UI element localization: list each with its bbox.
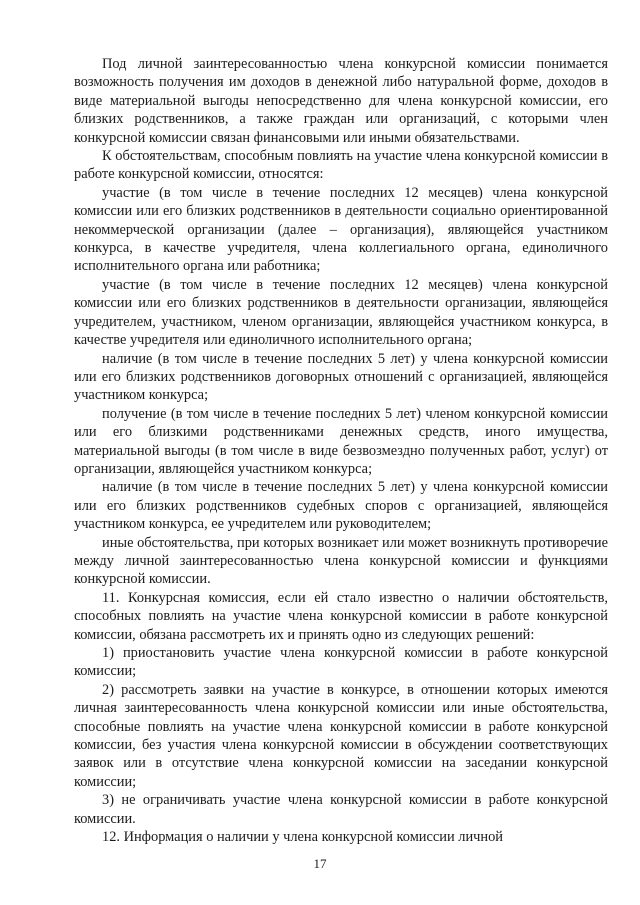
paragraph-other-circumstances: иные обстоятельства, при которых возникает или может возникнуть противоречие между личной заинтересованностью члена конкурсной комиссии и функциями конкурсной комиссии. bbox=[74, 534, 608, 588]
paragraph-section-12: 12. Информация о наличии у члена конкурсной комиссии личной bbox=[102, 829, 504, 846]
body-text bbox=[74, 55, 608, 846]
paragraph-decision-2: 2) рассмотреть заявки на участие в конкурсе, в отношении которых имеются личная заинтересованность члена конкурсной комиссии или иные обстоятельства, способные повлиять на участие члена конкурсной комиссии в работе конкурсной комиссии, без участия члена конкурсной комиссии в обсуждении соответствующих заявок или в отсутствие члена конкурсной комиссии на заседании конкурсной комиссии; bbox=[74, 681, 608, 790]
paragraph-decision-1: 1) приостановить участие члена конкурсной комиссии в работе конкурсной комиссии; bbox=[74, 645, 608, 680]
paragraph-circumstances-intro: К обстоятельствам, способным повлиять на участие члена конкурсной комиссии в работе конкурсной комиссии, относятся: bbox=[74, 148, 608, 183]
paragraph-contractual-relations: наличие (в том числе в течение последних 5 лет) у члена конкурсной комиссии или его близких родственников договорных отношений с организацией, являющейся участником конкурса; bbox=[74, 350, 608, 404]
paragraph-personal-interest-definition: Под личной заинтересованностью члена конкурсной комиссии понимается возможность получения им доходов в денежной либо натуральной форме, доходов в виде материальной выгоды непосредственно для члена конкурсной комиссии, его близких родственников, а также граждан или организаций, с которыми член конкурсной комиссии связан финансовыми или иными обязательствами. bbox=[74, 56, 608, 146]
page-number: 17 bbox=[313, 856, 327, 871]
paragraph-participation-in-nko: участие (в том числе в течение последних 12 месяцев) члена конкурсной комиссии или его близких родственников в деятельности социально ориентированной некоммерческой организации (далее – организация), являющейся участником конкурса, в качестве учредителя, члена коллегиального органа, единоличного исполнительного органа или работника; bbox=[74, 184, 608, 275]
paragraph-section-11: 11. Конкурсная комиссия, если ей стало известно о наличии обстоятельств, способных повлиять на участие члена конкурсной комиссии в работе конкурсной комиссии, обязана рассмотреть их и принять одно из следующих решений: bbox=[74, 589, 608, 643]
paragraph-decision-3: 3) не ограничивать участие члена конкурсной комиссии в работе конкурсной комиссии. bbox=[74, 792, 608, 827]
paragraph-court-disputes: наличие (в том числе в течение последних 5 лет) у члена конкурсной комиссии или его близких родственников судебных споров с организацией, являющейся участником конкурса, ее учредителем или руководителем; bbox=[74, 479, 608, 533]
paragraph-participation-in-founder-org: участие (в том числе в течение последних 12 месяцев) члена конкурсной комиссии или его близких родственников в деятельности организации, являющейся учредителем, участником, членом организации, являющейся участником конкурса, в качестве учредителя или единоличного исполнительного органа; bbox=[74, 276, 608, 349]
paragraph-receipt-of-funds: получение (в том числе в течение последних 5 лет) членом конкурсной комиссии или его близкими родственниками денежных средств, иного имущества, материальной выгоды (в том числе в виде безвозмездно полученных работ, услуг) от организации, являющейся участником конкурса; bbox=[74, 405, 608, 477]
